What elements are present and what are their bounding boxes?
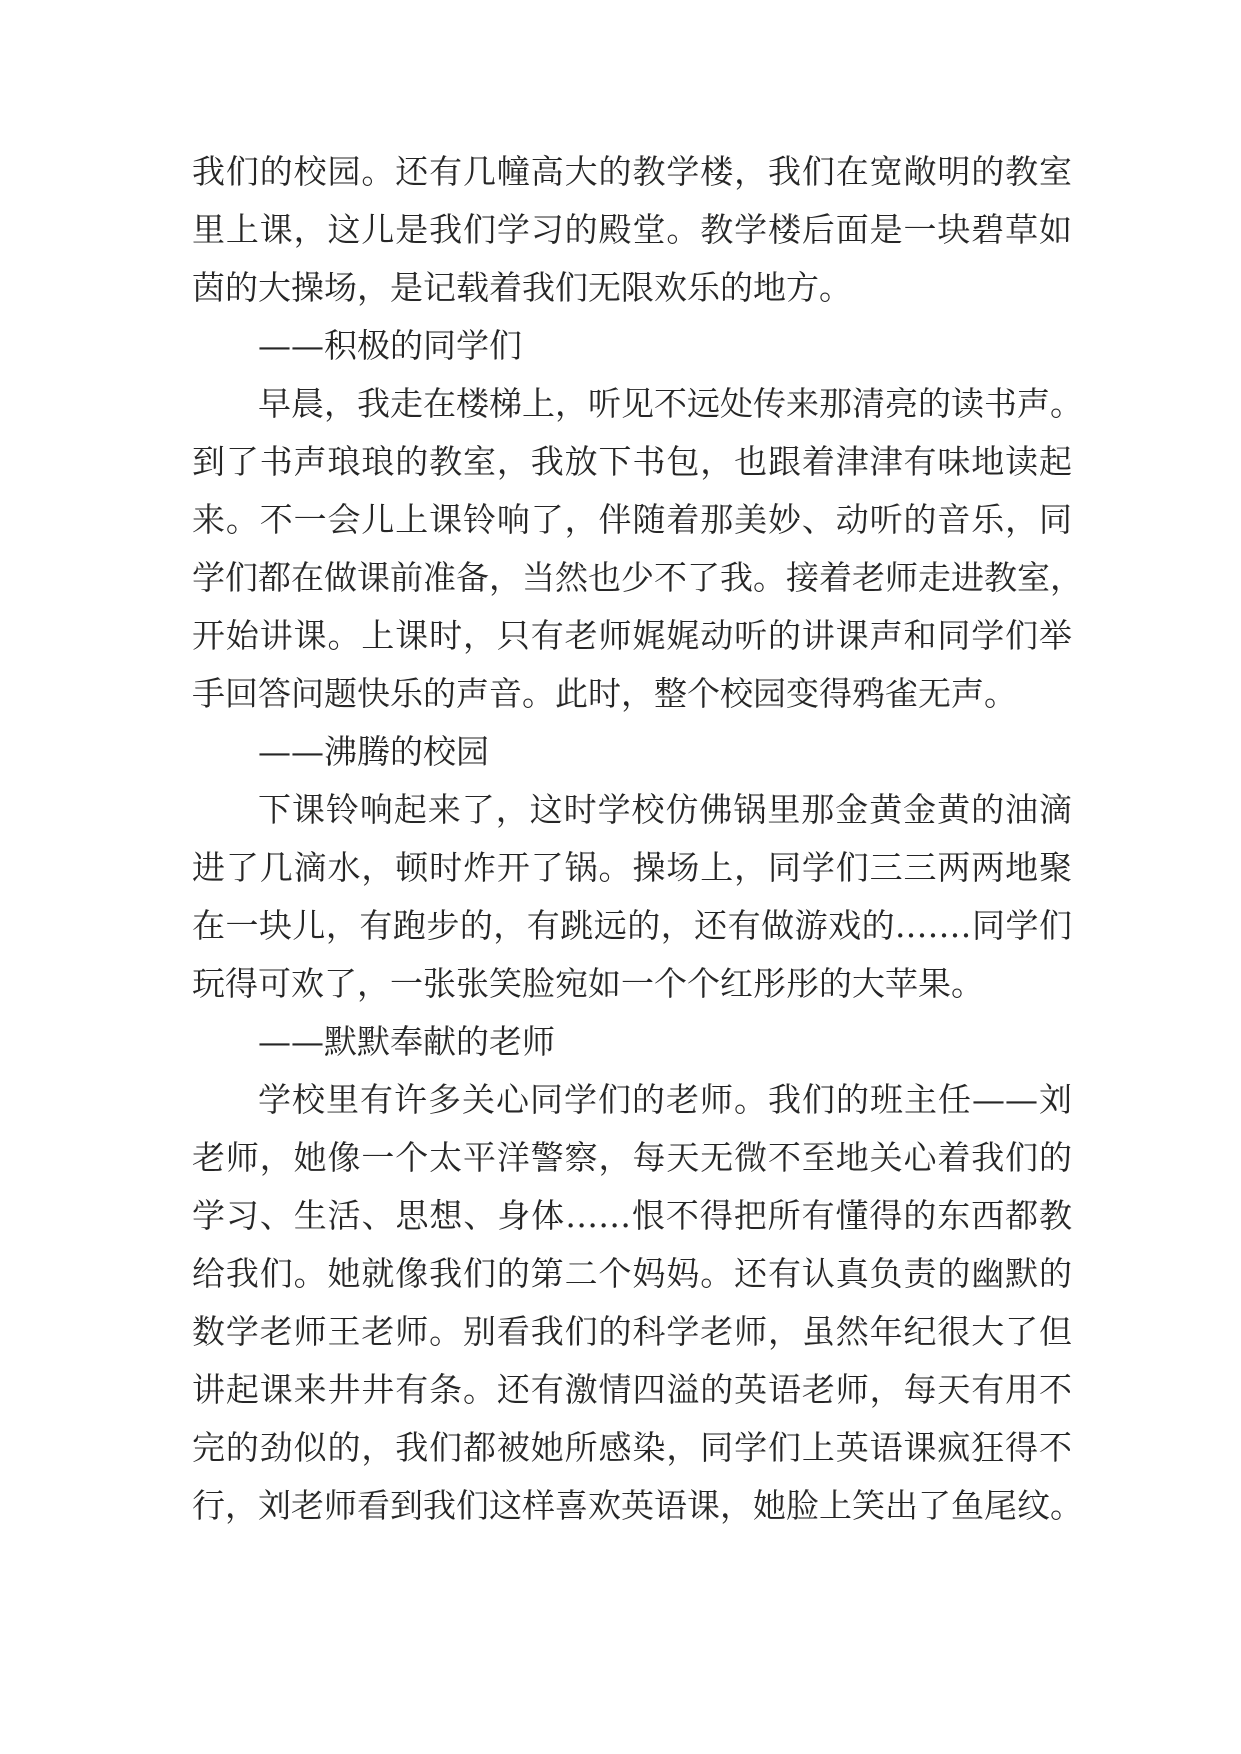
section-heading-devoted-teachers: ——默默奉献的老师 [258,1022,555,1061]
paragraph-line: 到了书声琅琅的教室，我放下书包，也跟着津津有味地读起 [192,442,1072,481]
paragraph-line: 行，刘老师看到我们这样喜欢英语课，她脸上笑出了鱼尾纹。 [192,1486,1083,1525]
paragraph-line: 茵的大操场，是记载着我们无限欢乐的地方。 [192,268,852,307]
paragraph-line: 来。不一会儿上课铃响了，伴随着那美妙、动听的音乐，同 [192,500,1072,539]
paragraph-line: 老师，她像一个太平洋警察，每天无微不至地关心着我们的 [192,1138,1072,1177]
paragraph-line: 在一块儿，有跑步的，有跳远的，还有做游戏的.……同学们 [192,906,1072,945]
section-heading-active-students: ——积极的同学们 [258,326,522,365]
paragraph-line: 进了几滴水，顿时炸开了锅。操场上，同学们三三两两地聚 [192,848,1072,887]
paragraph-line: 手回答问题快乐的声音。此时，整个校园变得鸦雀无声。 [192,674,1017,713]
paragraph-line: 数学老师王老师。别看我们的科学老师，虽然年纪很大了但 [192,1312,1072,1351]
paragraph-line: 里上课，这儿是我们学习的殿堂。教学楼后面是一块碧草如 [192,210,1072,249]
paragraph-line: 完的劲似的，我们都被她所感染，同学们上英语课疯狂得不 [192,1428,1072,1467]
paragraph-line: 学们都在做课前准备，当然也少不了我。接着老师走进教室， [192,558,1083,597]
paragraph-line: 开始讲课。上课时，只有老师娓娓动听的讲课声和同学们举 [192,616,1072,655]
paragraph-line: 给我们。她就像我们的第二个妈妈。还有认真负责的幽默的 [192,1254,1072,1293]
paragraph-line: 学校里有许多关心同学们的老师。我们的班主任——刘 [258,1080,1072,1119]
paragraph-line: 学习、生活、思想、身体……恨不得把所有懂得的东西都教 [192,1196,1072,1235]
paragraph-line: 早晨，我走在楼梯上，听见不远处传来那清亮的读书声。 [258,384,1083,423]
paragraph-line: 下课铃响起来了，这时学校仿佛锅里那金黄金黄的油滴 [258,790,1072,829]
paragraph-line: 玩得可欢了，一张张笑脸宛如一个个红彤彤的大苹果。 [192,964,984,1003]
paragraph-line: 讲起课来井井有条。还有激情四溢的英语老师，每天有用不 [192,1370,1072,1409]
section-heading-lively-campus: ——沸腾的校园 [258,732,489,771]
paragraph-line: 我们的校园。还有几幢高大的教学楼，我们在宽敞明的教室 [192,152,1072,191]
